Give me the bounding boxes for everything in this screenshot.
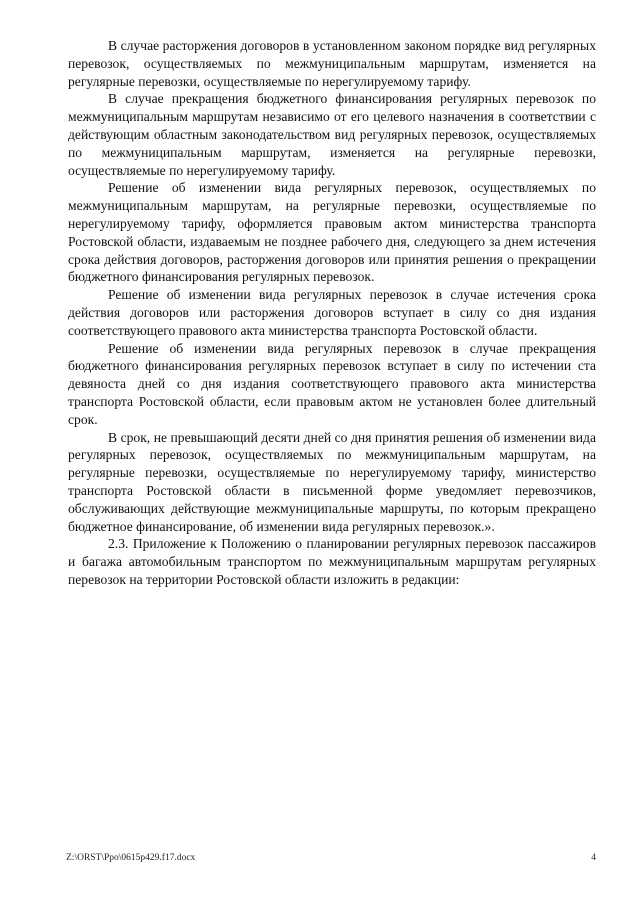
paragraph-appendix-amendment: 2.3. Приложение к Положению о планировании регулярных перевозок пассажиров и багажа автомобильным транспортом по межмуниципальным маршрутам регулярных перевозок на территории Ростовской области изложить в редакции: bbox=[68, 536, 596, 587]
page-footer bbox=[66, 853, 596, 867]
footer-page-number: 4 bbox=[591, 853, 596, 863]
footer-file-path: Z:\ORST\Ppo\0615p429.f17.docx bbox=[66, 853, 196, 863]
paragraph-decision-formalization: Решение об изменении вида регулярных перевозок, осуществляемых по межмуниципальным маршрутам, на регулярные перевозки, осуществляемые по нерегулируемому тарифу, оформляется правовым актом министерства транспорта Ростовской области, издаваемым не позднее рабочего дня, следующего за днем истечения срока действия договоров, расторжения договоров или принятия решения о прекращении бюджетного финансирования регулярных перевозок. bbox=[68, 180, 596, 285]
paragraph-budget-termination: В случае прекращения бюджетного финансирования регулярных перевозок по межмуниципальным маршрутам независимо от его целевого назначения в соответствии с действующим областным законодательством вид регулярных перевозок, осуществляемых по межмуниципальным маршрутам, изменяется на регулярные перевозки, осуществляемые по нерегулируемому тарифу. bbox=[68, 91, 596, 178]
document-body bbox=[68, 37, 596, 589]
paragraph-carrier-notification: В срок, не превышающий десяти дней со дня принятия решения об изменении вида регулярных перевозок, осуществляемых по межмуниципальным маршрутам, на регулярные перевозки, осуществляемые по нерегулируемому тарифу, министерство транспорта Ростовской области в письменной форме уведомляет перевозчиков, обслуживающих действующие межмуниципальные маршруты, по которым прекращено бюджетное финансирование, об изменении вида регулярных перевозок.». bbox=[68, 429, 596, 534]
paragraph-contract-termination: В случае расторжения договоров в установленном законом порядке вид регулярных перевозок, осуществляемых по межмуниципальным маршрутам, изменяется на регулярные перевозки, осуществляемые по нерегулируемому тарифу. bbox=[68, 38, 596, 89]
paragraph-decision-effective-budget: Решение об изменении вида регулярных перевозок в случае прекращения бюджетного финансирования регулярных перевозок вступает в силу по истечении ста девяноста дней со дня издания соответствующего правового акта министерства транспорта Ростовской области, если правовым актом не установлен более длительный срок. bbox=[68, 340, 596, 427]
paragraph-decision-effective-contracts: Решение об изменении вида регулярных перевозок в случае истечения срока действия договоров или расторжения договоров вступает в силу со дня издания соответствующего правового акта министерства транспорта Ростовской области. bbox=[68, 287, 596, 338]
